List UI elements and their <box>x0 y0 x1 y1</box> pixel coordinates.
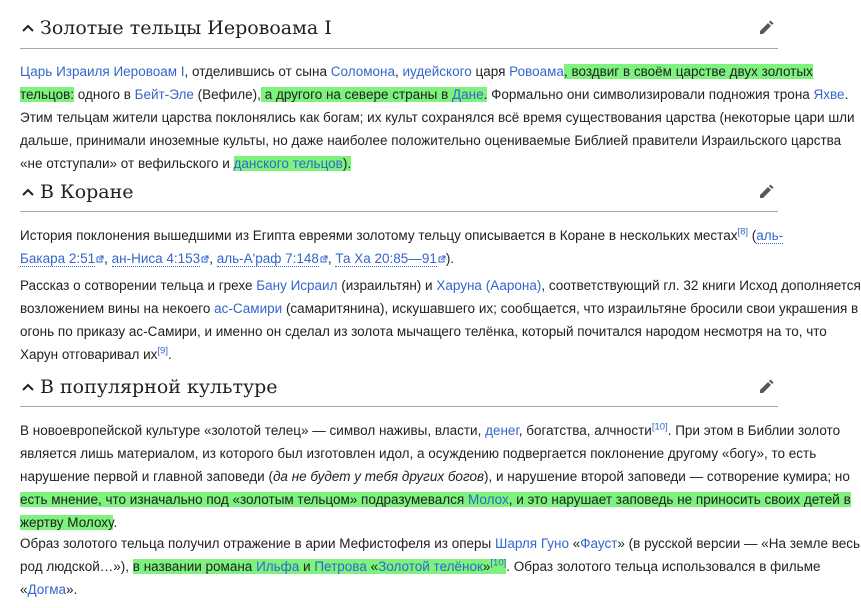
text: . <box>113 515 118 530</box>
section-divider <box>20 48 778 49</box>
text-line: Этим тельцам жители царства поклонялись как богам; их культ сохранялся всё время существования царства (некоторые цари шли <box>20 110 855 125</box>
reference-8[interactable]: [8] <box>737 226 749 238</box>
paragraph <box>20 60 855 175</box>
paragraph <box>20 532 861 601</box>
link-moloch[interactable]: Молох <box>467 492 509 507</box>
text: Харун отговаривал их <box>20 347 158 362</box>
link-an-nisa[interactable]: ан-Ниса 4:153 <box>111 251 201 266</box>
link-harun[interactable]: Харуна (Аарона) <box>436 278 542 293</box>
text: Формально они символизировали подножия трона <box>487 87 814 102</box>
text: . При этом в Библии золото <box>667 423 841 438</box>
section-heading-golden-calves-jeroboam <box>0 8 800 48</box>
text: Образ золотого тельца получил отражение в арии Мефистофеля из оперы <box>20 536 495 551</box>
highlight <box>234 156 352 171</box>
text: (Вефиле) <box>193 87 258 102</box>
section-heading-popular-culture <box>0 367 800 407</box>
text: «не отступали» от вефильского и <box>20 156 234 171</box>
highlight: жертву Молоху <box>20 515 114 530</box>
section-title: В Коране <box>40 181 134 203</box>
text: . <box>483 87 488 102</box>
section-title: В популярной культуре <box>40 376 278 398</box>
link-ilf[interactable]: Ильфа <box>256 559 300 574</box>
external-link-icon <box>438 255 446 263</box>
chevron-up-icon[interactable] <box>21 380 35 394</box>
text: » (в русской версии — «На земле весь <box>617 536 861 551</box>
link-banu-israil[interactable]: Бану Исраил <box>256 278 338 293</box>
text: « <box>20 582 28 597</box>
link-rehoboam[interactable]: Ровоама <box>509 64 564 79</box>
link-beit-el[interactable]: Бейт-Эле <box>134 87 194 102</box>
external-link-icon <box>201 255 209 263</box>
text: (самаритянина), искушавшего их; сообщается, что израильтяне бросили свои украшения в <box>282 301 859 316</box>
link-al-baqara-cont[interactable]: Бакара 2:51 <box>20 251 96 266</box>
external-link-icon <box>320 255 328 263</box>
pencil-icon[interactable] <box>758 184 774 200</box>
highlight <box>133 559 506 574</box>
pencil-icon[interactable] <box>758 379 774 395</box>
highlight <box>261 87 487 102</box>
link-ta-ha[interactable]: Та Ха 20:85—91 <box>335 251 437 266</box>
text: в названии романа <box>132 559 257 574</box>
link-golden-calf-novel[interactable]: Золотой телёнок <box>378 559 483 574</box>
text: . <box>167 347 172 362</box>
link-dogma[interactable]: Догма <box>27 582 67 597</box>
text: , <box>395 64 403 79</box>
link-dan[interactable]: Дане <box>452 87 484 102</box>
link-judean[interactable]: иудейского <box>402 64 472 79</box>
paragraph <box>20 419 851 534</box>
link-money[interactable]: денег <box>485 423 519 438</box>
external-link-icon <box>96 255 104 263</box>
section-heading-quran <box>0 172 800 212</box>
text: ( <box>748 228 757 243</box>
section-divider <box>20 211 778 212</box>
reference-9[interactable]: [9] <box>157 345 168 357</box>
text: ». <box>66 582 78 597</box>
link-dan-calf[interactable]: данского тельцов <box>233 156 343 171</box>
text: ). <box>445 251 455 266</box>
text: , <box>563 64 568 79</box>
reference-10[interactable]: [10] <box>490 557 507 569</box>
text: , отделившись от сына <box>184 64 331 79</box>
link-al-araf[interactable]: аль-А'раф 7:148 <box>216 251 319 266</box>
text: История поклонения вышедшими из Египта евреями золотому тельцу описывается в Коране в нескольких местах <box>20 228 738 243</box>
text: род людской…»), <box>20 559 133 574</box>
link-as-samiri[interactable]: ас-Самири <box>214 301 283 316</box>
text: воздвиг в своём царстве двух золотых <box>567 64 813 79</box>
highlight <box>564 64 813 79</box>
text: царя <box>471 64 510 79</box>
text: , соответствующий гл. 32 книги Исход дополняется <box>541 278 861 293</box>
text: , богатства, алчности <box>518 423 652 438</box>
text-line: дальше, принимали иноземные культы, но даже наиболее положительно оцениваемые Библией правители Израильского царства <box>20 133 842 148</box>
text: есть мнение, что изначально под «золотым тельцом» подразумевался <box>20 492 468 507</box>
link-petrov[interactable]: Петрова <box>314 559 367 574</box>
text: одного в <box>74 87 135 102</box>
chevron-up-icon[interactable] <box>21 185 35 199</box>
paragraph: История поклонения вышедшими из Египта евреями золотому тельцу описывается в Коране в нескольких местах[8] (аль- Бакара 2:51 , ан-Ниса 4:153 , аль-А'раф 7:148 , Та Ха 20:85—91 ). <box>20 226 784 266</box>
text: и <box>299 559 315 574</box>
link-solomon[interactable]: Соломона <box>330 64 395 79</box>
text: Рассказ о сотворении тельца и грехе <box>20 278 257 293</box>
text: а другого на севере страны в <box>260 87 453 102</box>
text: (израильтян) и <box>337 278 437 293</box>
text: ), и нарушение второй заповеди — сотворение кумира; но <box>484 469 850 484</box>
link-gounod[interactable]: Шарля Гуно <box>495 536 569 551</box>
text: В новоевропейской культуре «золотой телец» — символ наживы, власти, <box>20 423 486 438</box>
link-yahweh[interactable]: Яхве <box>813 87 845 102</box>
text: , <box>257 87 261 102</box>
paragraph <box>20 274 861 366</box>
text-line: является лишь материалом, из которого был изготовлен идол, а осуждению подвергается поклонение другому «богу», то есть <box>20 446 817 461</box>
link-al-baqara[interactable]: аль- <box>756 228 784 243</box>
text: , и это нарушает заповедь не приносить своих детей в <box>508 492 851 507</box>
text: возложением вины на некоего <box>20 301 215 316</box>
pencil-icon[interactable] <box>758 20 774 36</box>
text: . Образ золотого тельца использовался в фильме <box>506 559 821 574</box>
reference-10[interactable]: [10] <box>651 421 668 433</box>
text: нарушение первой и главной заповеди ( <box>20 469 273 484</box>
link-faust[interactable]: Фауст <box>580 536 618 551</box>
link-jeroboam[interactable]: Царь Израиля Иеровоам I <box>20 64 185 79</box>
text: « <box>366 559 379 574</box>
section-divider <box>20 406 778 407</box>
highlight: тельцов: <box>20 87 75 102</box>
text: » <box>482 559 491 574</box>
text: . <box>844 87 849 102</box>
text: « <box>569 536 581 551</box>
text-line: огонь по приказу ас-Самири, и именно он сделал из золота мычащего телёнка, который почитался народом несмотря на то, что <box>20 324 827 339</box>
text: ). <box>342 156 352 171</box>
italic-quote: да не будет у тебя других богов <box>272 469 484 484</box>
section-title: Золотые тельцы Иеровоама I <box>40 17 332 39</box>
chevron-up-icon[interactable] <box>21 21 35 35</box>
highlight <box>20 492 851 507</box>
